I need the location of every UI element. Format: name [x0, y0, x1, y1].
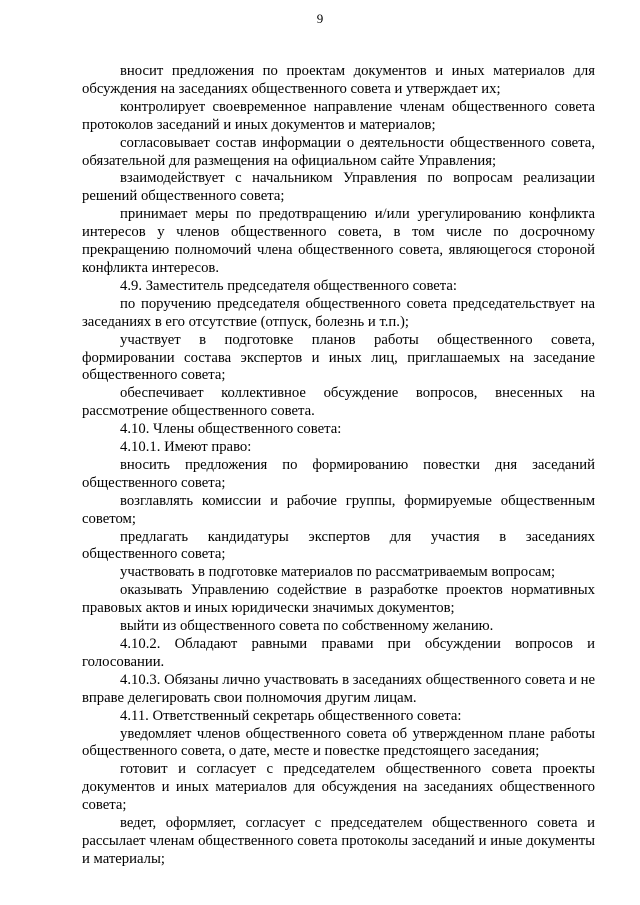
paragraph: вносить предложения по формированию повестки дня заседаний общественного совета; — [82, 456, 595, 491]
section-heading-4-11: 4.11. Ответственный секретарь общественного совета: — [120, 707, 462, 724]
paragraph: возглавлять комиссии и рабочие группы, формируемые общественным советом; — [82, 492, 595, 527]
paragraph: предлагать кандидатуры экспертов для участия в заседаниях общественного совета; — [82, 528, 595, 563]
paragraph: выйти из общественного совета по собственному желанию. — [120, 618, 494, 635]
paragraph: готовит и согласует с председателем общественного совета проекты документов и иных материалов для обсуждения на заседаниях общественного совета; — [82, 761, 595, 814]
paragraph: взаимодействует с начальником Управления по вопросам реализации решений общественного совета; — [82, 170, 595, 205]
document-body — [82, 63, 595, 869]
paragraph: уведомляет членов общественного совета об утвержденном плане работы общественного совета, о дате, месте и повестке предстоящего заседания; — [82, 725, 595, 760]
paragraph: оказывать Управлению содействие в разработке проектов нормативных правовых актов и иных юридически значимых документов; — [82, 582, 595, 617]
paragraph: вносит предложения по проектам документов и иных материалов для обсуждения на заседаниях общественного совета и утверждает их; — [82, 63, 595, 97]
subsection-4-10-3: 4.10.3. Обязаны лично участвовать в заседаниях общественного совета и не вправе делегировать свои полномочия другим лицам. — [82, 671, 595, 706]
paragraph: ведет, оформляет, согласует с председателем общественного совета и рассылает членам общественного совета протоколы заседаний и иные документы и материалы; — [82, 815, 595, 867]
paragraph: принимает меры по предотвращению и/или урегулированию конфликта интересов у членов общественного совета, в том числе по досрочному прекращению полномочий члена общественного совета, являющегося стороной конфликта интересов. — [82, 206, 595, 276]
paragraph: контролирует своевременное направление членам общественного совета протоколов заседаний и иных документов и материалов; — [82, 98, 595, 133]
subsection-4-10-2: 4.10.2. Обладают равными правами при обсуждении вопросов и голосовании. — [82, 636, 595, 670]
section-heading-4-10: 4.10. Члены общественного совета: — [120, 421, 342, 438]
section-heading-4-9: 4.9. Заместитель председателя общественного совета: — [120, 277, 458, 294]
paragraph: участвует в подготовке планов работы общественного совета, формировании состава экспертов и иных лиц, приглашаемых на заседание общественного совета; — [82, 331, 595, 384]
page-number: 9 — [316, 11, 324, 26]
paragraph: участвовать в подготовке материалов по рассматриваемым вопросам; — [120, 564, 556, 581]
paragraph: согласовывает состав информации о деятельности общественного совета, обязательной для размещения на официальном сайте Управления; — [82, 134, 595, 169]
paragraph: обеспечивает коллективное обсуждение вопросов, внесенных на рассмотрение общественного совета. — [82, 385, 595, 420]
subsection-heading-4-10-1: 4.10.1. Имеют право: — [120, 439, 252, 456]
paragraph: по поручению председателя общественного совета председательствует на заседаниях в его отсутствие (отпуск, болезнь и т.п.); — [82, 295, 595, 330]
